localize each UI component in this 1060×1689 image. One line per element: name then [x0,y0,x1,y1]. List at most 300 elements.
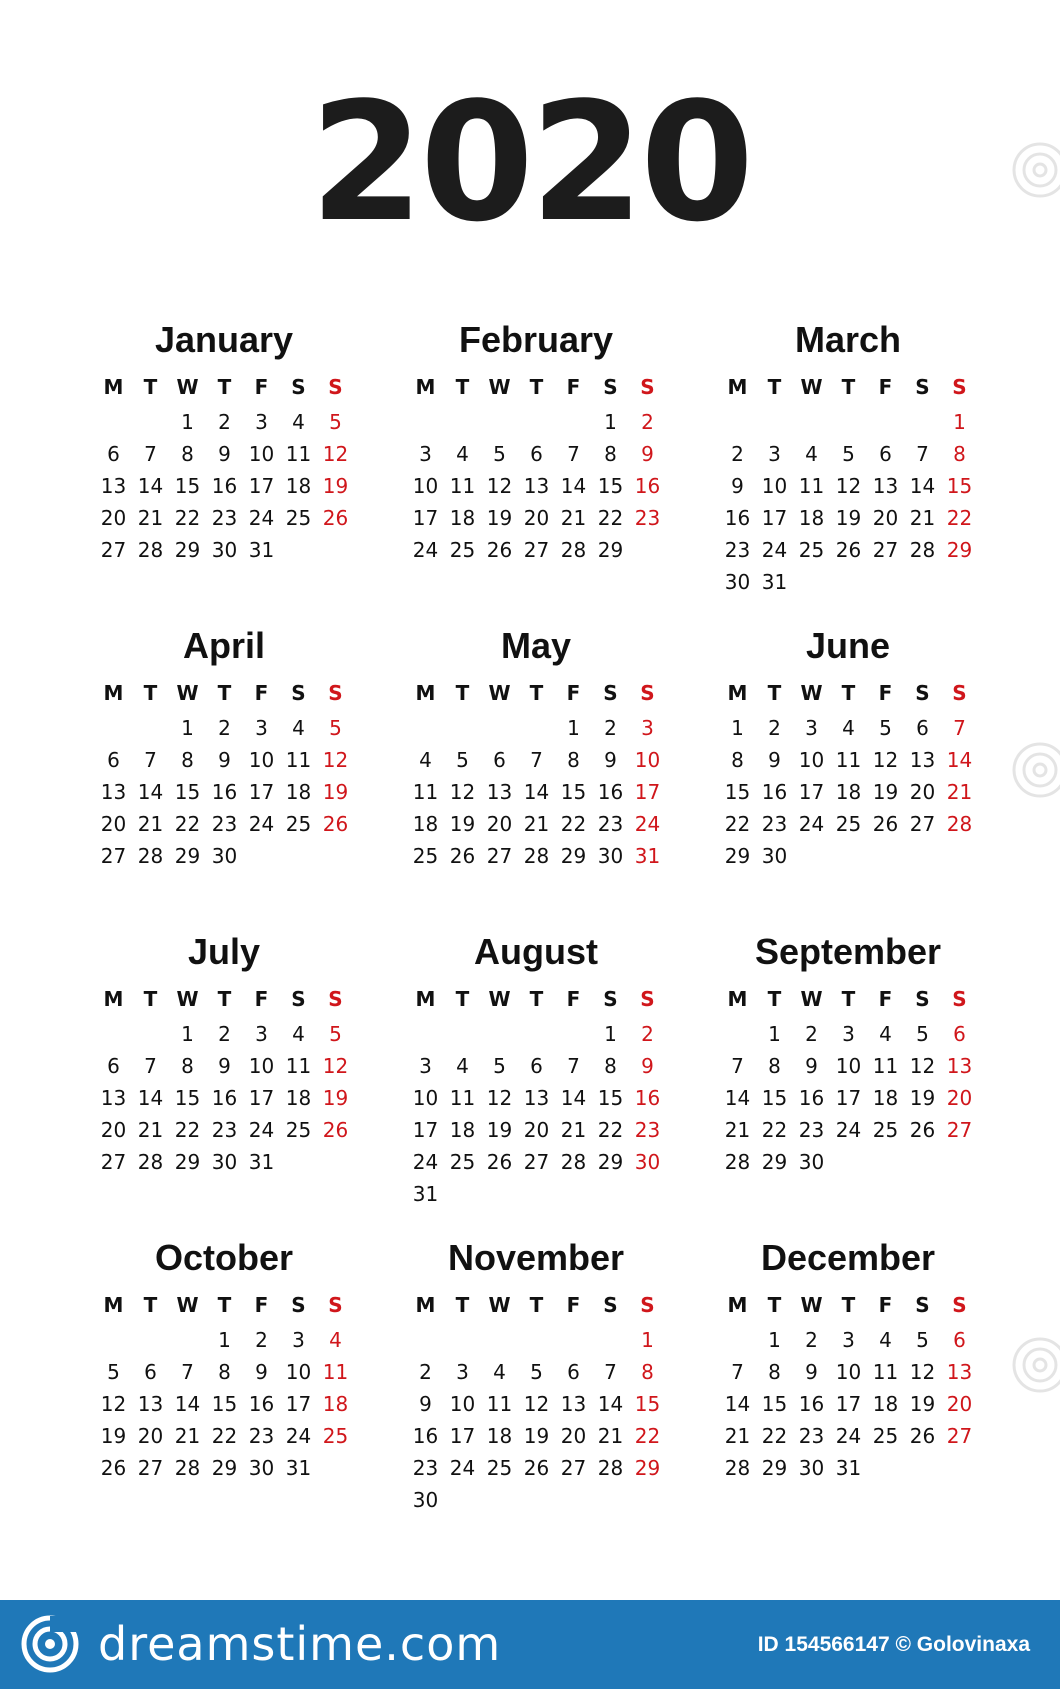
date-cell: 17 [412,506,439,530]
empty-cell [95,1324,132,1356]
empty-cell [756,406,793,438]
date-cell: 4 [292,410,305,434]
date-cell: 25 [285,506,312,530]
date-cell: 22 [724,812,751,836]
sunday-date-cell: 29 [634,1456,661,1480]
sunday-date-cell: 13 [946,1054,973,1078]
empty-cell [95,1018,132,1050]
date-cell: 3 [768,442,781,466]
empty-cell [481,1018,518,1050]
date-cell: 3 [419,1054,432,1078]
sunday-date-cell: 6 [953,1328,966,1352]
empty-cell [444,712,481,744]
date-cell: 29 [761,1150,788,1174]
date-cell: 2 [805,1022,818,1046]
date-cell: 15 [174,474,201,498]
date-cell: 5 [879,716,892,740]
weekday-header: M [415,1293,436,1317]
month-day-grid [95,984,353,1178]
date-cell: 11 [872,1360,899,1384]
empty-cell [518,712,555,744]
date-cell: 13 [523,1086,550,1110]
weekday-header: T [841,681,856,705]
date-cell: 30 [798,1456,825,1480]
sunday-date-cell: 5 [329,716,342,740]
date-cell: 20 [523,1118,550,1142]
date-cell: 9 [768,748,781,772]
empty-cell [95,406,132,438]
date-cell: 11 [449,474,476,498]
date-cell: 18 [872,1392,899,1416]
date-cell: 6 [530,1054,543,1078]
date-cell: 17 [835,1086,862,1110]
date-cell: 6 [567,1360,580,1384]
date-cell: 6 [916,716,929,740]
date-cell: 28 [597,1456,624,1480]
date-cell: 27 [100,1150,127,1174]
date-cell: 26 [100,1456,127,1480]
date-cell: 21 [137,506,164,530]
weekday-header: W [176,987,199,1011]
date-cell: 4 [879,1022,892,1046]
empty-cell [867,406,904,438]
date-cell: 13 [100,780,127,804]
date-cell: 1 [768,1328,781,1352]
date-cell: 9 [218,748,231,772]
sunday-date-cell: 18 [322,1392,349,1416]
weekday-header: W [800,681,823,705]
month-day-grid [719,1290,977,1484]
sunday-date-cell: 12 [322,1054,349,1078]
date-cell: 24 [412,1150,439,1174]
date-cell: 10 [248,748,275,772]
date-cell: 25 [798,538,825,562]
date-cell: 26 [909,1424,936,1448]
date-cell: 14 [724,1086,751,1110]
date-cell: 6 [879,442,892,466]
date-cell: 5 [493,1054,506,1078]
date-cell: 1 [181,716,194,740]
month-april [95,626,353,872]
sunday-date-cell: 26 [322,1118,349,1142]
date-cell: 20 [872,506,899,530]
date-cell: 29 [724,844,751,868]
date-cell: 19 [909,1392,936,1416]
weekday-header: S [915,1293,930,1317]
sunday-date-cell: 15 [634,1392,661,1416]
date-cell: 24 [248,812,275,836]
date-cell: 17 [248,1086,275,1110]
month-july [95,932,353,1178]
date-cell: 2 [218,410,231,434]
empty-cell [719,1018,756,1050]
date-cell: 21 [137,812,164,836]
date-cell: 18 [798,506,825,530]
date-cell: 16 [798,1392,825,1416]
month-november [407,1238,665,1516]
date-cell: 5 [107,1360,120,1384]
date-cell: 25 [412,844,439,868]
date-cell: 16 [761,780,788,804]
weekday-header: W [176,375,199,399]
footer-brand[interactable]: dreamstime.com [98,1617,502,1671]
empty-cell [169,1324,206,1356]
date-cell: 25 [285,812,312,836]
sunday-date-cell: 31 [634,844,661,868]
empty-cell [407,712,444,744]
sunday-date-cell: 19 [322,1086,349,1110]
weekday-header: S [291,375,306,399]
weekday-header: T [217,987,232,1011]
weekday-header: T [455,987,470,1011]
sunday-date-cell: 6 [953,1022,966,1046]
date-cell: 25 [449,1150,476,1174]
weekday-header: F [566,375,581,399]
date-cell: 11 [285,1054,312,1078]
date-cell: 25 [835,812,862,836]
date-cell: 12 [100,1392,127,1416]
date-cell: 12 [835,474,862,498]
sunday-date-cell: 23 [634,506,661,530]
month-name: January [154,319,294,360]
date-cell: 15 [174,780,201,804]
sunday-date-cell: 9 [641,442,654,466]
sunday-date-cell: 10 [634,748,661,772]
date-cell: 19 [909,1086,936,1110]
date-cell: 30 [412,1488,439,1512]
date-cell: 11 [285,442,312,466]
date-cell: 21 [724,1118,751,1142]
weekday-header: W [488,987,511,1011]
weekday-header: F [254,1293,269,1317]
date-cell: 23 [761,812,788,836]
date-cell: 12 [523,1392,550,1416]
sunday-date-cell: 22 [634,1424,661,1448]
date-cell: 19 [449,812,476,836]
date-cell: 7 [731,1360,744,1384]
date-cell: 12 [486,1086,513,1110]
date-cell: 8 [567,748,580,772]
month-august [407,932,665,1210]
weekday-header: M [415,681,436,705]
empty-cell [518,1018,555,1050]
date-cell: 21 [560,1118,587,1142]
month-day-grid [95,1290,353,1484]
weekday-header: T [767,987,782,1011]
weekday-header: F [254,681,269,705]
date-cell: 20 [523,506,550,530]
date-cell: 31 [248,538,275,562]
date-cell: 9 [805,1054,818,1078]
weekday-header: M [103,375,124,399]
date-cell: 3 [255,410,268,434]
date-cell: 8 [768,1360,781,1384]
date-cell: 14 [523,780,550,804]
sunday-date-cell: 28 [946,812,973,836]
date-cell: 24 [761,538,788,562]
weekday-header: S [603,987,618,1011]
date-cell: 17 [285,1392,312,1416]
date-cell: 23 [798,1118,825,1142]
date-cell: 12 [872,748,899,772]
date-cell: 21 [174,1424,201,1448]
empty-cell [555,1324,592,1356]
date-cell: 26 [523,1456,550,1480]
date-cell: 2 [768,716,781,740]
weekday-header: S [328,681,343,705]
date-cell: 7 [916,442,929,466]
date-cell: 22 [174,506,201,530]
date-cell: 9 [805,1360,818,1384]
empty-cell [592,1324,629,1356]
date-cell: 17 [248,474,275,498]
date-cell: 19 [872,780,899,804]
date-cell: 30 [211,1150,238,1174]
date-cell: 16 [798,1086,825,1110]
date-cell: 20 [137,1424,164,1448]
date-cell: 14 [909,474,936,498]
sunday-date-cell: 12 [322,442,349,466]
sunday-date-cell: 29 [946,538,973,562]
date-cell: 10 [835,1360,862,1384]
date-cell: 9 [255,1360,268,1384]
weekday-header: S [952,1293,967,1317]
date-cell: 6 [144,1360,157,1384]
date-cell: 1 [768,1022,781,1046]
date-cell: 19 [486,1118,513,1142]
date-cell: 11 [412,780,439,804]
empty-cell [132,406,169,438]
date-cell: 27 [137,1456,164,1480]
date-cell: 4 [456,1054,469,1078]
date-cell: 15 [597,1086,624,1110]
date-cell: 25 [486,1456,513,1480]
empty-cell [407,1324,444,1356]
sunday-date-cell: 20 [946,1086,973,1110]
weekday-header: W [488,375,511,399]
sunday-date-cell: 22 [946,506,973,530]
sunday-date-cell: 19 [322,474,349,498]
month-name: October [154,1237,294,1278]
date-cell: 30 [248,1456,275,1480]
weekday-header: T [143,987,158,1011]
weekday-header: T [841,987,856,1011]
date-cell: 7 [567,1054,580,1078]
date-cell: 31 [835,1456,862,1480]
date-cell: 22 [597,506,624,530]
date-cell: 26 [449,844,476,868]
weekday-header: S [603,681,618,705]
empty-cell [904,406,941,438]
date-cell: 20 [100,506,127,530]
weekday-header: S [603,1293,618,1317]
sunday-date-cell: 5 [329,410,342,434]
weekday-header: W [800,375,823,399]
date-cell: 18 [872,1086,899,1110]
date-cell: 15 [761,1392,788,1416]
date-cell: 11 [835,748,862,772]
date-cell: 11 [285,748,312,772]
date-cell: 19 [523,1424,550,1448]
date-cell: 29 [174,844,201,868]
weekday-header: S [640,375,655,399]
date-cell: 28 [137,1150,164,1174]
empty-cell [95,712,132,744]
empty-cell [132,712,169,744]
date-cell: 20 [560,1424,587,1448]
date-cell: 13 [523,474,550,498]
date-cell: 3 [255,1022,268,1046]
date-cell: 26 [486,538,513,562]
footer-stock-id: ID 154566147 © Golovinaxa [757,1633,1030,1656]
date-cell: 4 [879,1328,892,1352]
date-cell: 10 [412,1086,439,1110]
date-cell: 20 [486,812,513,836]
date-cell: 4 [292,1022,305,1046]
empty-cell [518,406,555,438]
sunday-date-cell: 7 [953,716,966,740]
sunday-date-cell: 26 [322,506,349,530]
date-cell: 29 [761,1456,788,1480]
weekday-header: W [800,987,823,1011]
date-cell: 5 [456,748,469,772]
date-cell: 5 [493,442,506,466]
empty-cell [407,406,444,438]
date-cell: 16 [211,780,238,804]
date-cell: 17 [412,1118,439,1142]
sunday-date-cell: 5 [329,1022,342,1046]
date-cell: 21 [597,1424,624,1448]
sunday-date-cell: 15 [946,474,973,498]
empty-cell [444,406,481,438]
date-cell: 14 [597,1392,624,1416]
weekday-header: S [291,987,306,1011]
date-cell: 26 [909,1118,936,1142]
date-cell: 29 [597,538,624,562]
weekday-header: T [529,987,544,1011]
month-name: July [187,931,261,972]
date-cell: 23 [798,1424,825,1448]
weekday-header: S [328,375,343,399]
date-cell: 20 [100,812,127,836]
weekday-header: S [952,375,967,399]
date-cell: 18 [486,1424,513,1448]
date-cell: 29 [174,1150,201,1174]
date-cell: 15 [174,1086,201,1110]
date-cell: 27 [523,538,550,562]
weekday-header: F [566,987,581,1011]
date-cell: 21 [137,1118,164,1142]
month-january [95,320,353,566]
month-day-grid [407,372,665,566]
weekday-header: M [103,681,124,705]
date-cell: 14 [137,780,164,804]
sunday-date-cell: 27 [946,1424,973,1448]
weekday-header: S [640,681,655,705]
date-cell: 8 [604,1054,617,1078]
month-february [407,320,665,566]
date-cell: 3 [456,1360,469,1384]
date-cell: 2 [604,716,617,740]
month-name: November [447,1237,625,1278]
date-cell: 18 [449,506,476,530]
weekday-header: T [529,1293,544,1317]
date-cell: 17 [248,780,275,804]
month-name: June [805,625,891,666]
date-cell: 12 [909,1360,936,1384]
empty-cell [719,406,756,438]
date-cell: 10 [449,1392,476,1416]
date-cell: 18 [285,1086,312,1110]
empty-cell [830,406,867,438]
sunday-date-cell: 27 [946,1118,973,1142]
date-cell: 23 [211,812,238,836]
weekday-header: F [254,987,269,1011]
date-cell: 19 [486,506,513,530]
weekday-header: T [143,375,158,399]
date-cell: 2 [255,1328,268,1352]
empty-cell [719,1324,756,1356]
date-cell: 29 [597,1150,624,1174]
date-cell: 3 [419,442,432,466]
date-cell: 2 [218,1022,231,1046]
weekday-header: W [176,681,199,705]
date-cell: 28 [724,1456,751,1480]
date-cell: 10 [761,474,788,498]
sunday-date-cell: 25 [322,1424,349,1448]
date-cell: 24 [412,538,439,562]
date-cell: 1 [218,1328,231,1352]
date-cell: 22 [597,1118,624,1142]
weekday-header: T [143,1293,158,1317]
date-cell: 7 [144,748,157,772]
weekday-header: T [143,681,158,705]
month-day-grid [95,372,353,566]
date-cell: 28 [174,1456,201,1480]
empty-cell [407,1018,444,1050]
date-cell: 21 [724,1424,751,1448]
date-cell: 14 [137,474,164,498]
date-cell: 9 [419,1392,432,1416]
empty-cell [444,1018,481,1050]
date-cell: 10 [835,1054,862,1078]
date-cell: 24 [835,1424,862,1448]
date-cell: 25 [285,1118,312,1142]
date-cell: 5 [842,442,855,466]
sunday-date-cell: 2 [641,410,654,434]
empty-cell [481,1324,518,1356]
date-cell: 13 [137,1392,164,1416]
date-cell: 14 [137,1086,164,1110]
date-cell: 23 [248,1424,275,1448]
sunday-date-cell: 4 [329,1328,342,1352]
date-cell: 14 [560,474,587,498]
weekday-header: S [915,987,930,1011]
date-cell: 4 [456,442,469,466]
date-cell: 5 [916,1328,929,1352]
date-cell: 2 [731,442,744,466]
sunday-date-cell: 13 [946,1360,973,1384]
weekday-header: T [217,681,232,705]
date-cell: 7 [567,442,580,466]
date-cell: 23 [597,812,624,836]
weekday-header: T [217,1293,232,1317]
month-day-grid [719,678,977,872]
date-cell: 26 [835,538,862,562]
weekday-header: M [727,1293,748,1317]
date-cell: 3 [292,1328,305,1352]
month-name: May [500,625,572,666]
